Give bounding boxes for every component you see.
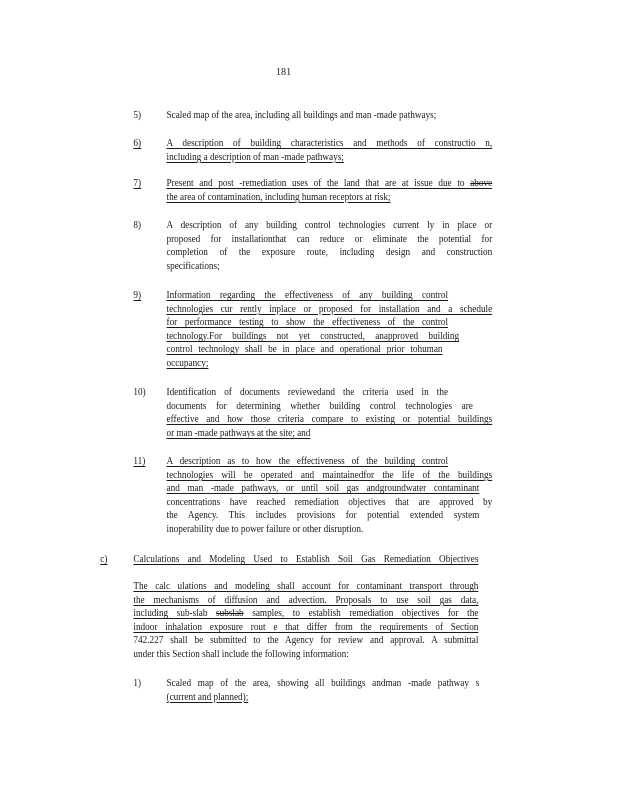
item-line: for performance testing to show the effectiveness of the control <box>166 317 449 329</box>
item-marker: 6) <box>133 138 142 149</box>
item-line: documents for determining whether building control technologies are <box>166 400 473 412</box>
item-line: occupancy; <box>166 357 209 369</box>
item-line: inoperability due to power failure or other disruption. <box>166 523 364 535</box>
item-line: A description of building characteristics and methods of constructio n, <box>166 138 493 149</box>
item-line: technologies cur rently inplace or proposed for installation and a schedule <box>166 303 493 315</box>
struck-text: above <box>470 178 493 189</box>
item-marker: 5) <box>133 110 142 121</box>
item-line: or man -made pathways at the site; and <box>166 427 311 439</box>
page-number: 181 <box>276 66 292 78</box>
section-heading-text: Calculations and Modeling Used to Establish Soil Gas Remediation Objectives <box>133 554 479 565</box>
paragraph-line: including sub-slab subslab samples, to establish remediation objectives for the <box>133 608 479 620</box>
item-line: Scaled map of the area, including all buildings and man -made pathways; <box>166 110 437 121</box>
item-line: (current and planned); <box>166 691 249 703</box>
item-marker: 10) <box>133 387 146 398</box>
paragraph-line: 742.227 shall be submitted to the Agency for review and approval. A submittal <box>133 635 479 647</box>
item-line: concentrations have reached remediation objectives that are approved by <box>166 496 493 508</box>
item-line: including a description of man -made pathways; <box>166 151 344 163</box>
item-line: completion of the exposure route, including design and construction <box>166 247 493 259</box>
paragraph-line: indoor inhalation exposure rout e that differ from the requirements of Section <box>133 621 479 633</box>
item-marker: 7) <box>133 178 142 189</box>
paragraph-line: under this Section shall include the following information: <box>133 648 349 660</box>
paragraph-line: The calc ulations and modeling shall account for contaminant transport through <box>133 581 479 592</box>
item-line: A description as to how the effectiveness of the building control <box>166 456 449 467</box>
item-line: Identification of documents reviewedand the criteria used in the <box>166 387 449 398</box>
section-marker: c) <box>100 554 108 565</box>
struck-text: subslab <box>216 608 244 620</box>
item-line: technologies will be operated and maintainedfor the life of the buildings <box>166 469 493 481</box>
item-marker: 9) <box>133 290 142 301</box>
item-line: technology.For buildings not yet constructed, anapproved building <box>166 330 460 342</box>
paragraph-line: the mechanisms of diffusion and advection. Proposals to use soil gas data, <box>133 594 479 606</box>
item-line: control technology shall be in place and operational prior tohuman <box>166 344 443 356</box>
item-line: Information regarding the effectiveness of any building control <box>166 290 449 301</box>
item-line: A description of any building control technologies current ly in place or <box>166 220 493 231</box>
item-line: proposed for installationthat can reduce or eliminate the potential for <box>166 233 493 245</box>
item-marker: 1) <box>133 678 142 689</box>
item-line: specifications; <box>166 260 220 272</box>
item-marker: 8) <box>133 220 142 231</box>
item-line: effective and how those criteria compare to existing or potential buildings <box>166 414 493 426</box>
item-line: Scaled map of the area, showing all buildings andman -made pathway s <box>166 678 480 689</box>
item-marker: 11) <box>133 456 146 467</box>
item-line: the area of contamination, including human receptors at risk; <box>166 191 391 203</box>
item-line: Present and post -remediation uses of the land that are at issue due to above <box>166 178 493 189</box>
item-line: the Agency. This includes provisions for potential extended system <box>166 510 480 522</box>
item-line: and man -made pathways, or until soil gas andgroundwater contaminant <box>166 483 480 495</box>
